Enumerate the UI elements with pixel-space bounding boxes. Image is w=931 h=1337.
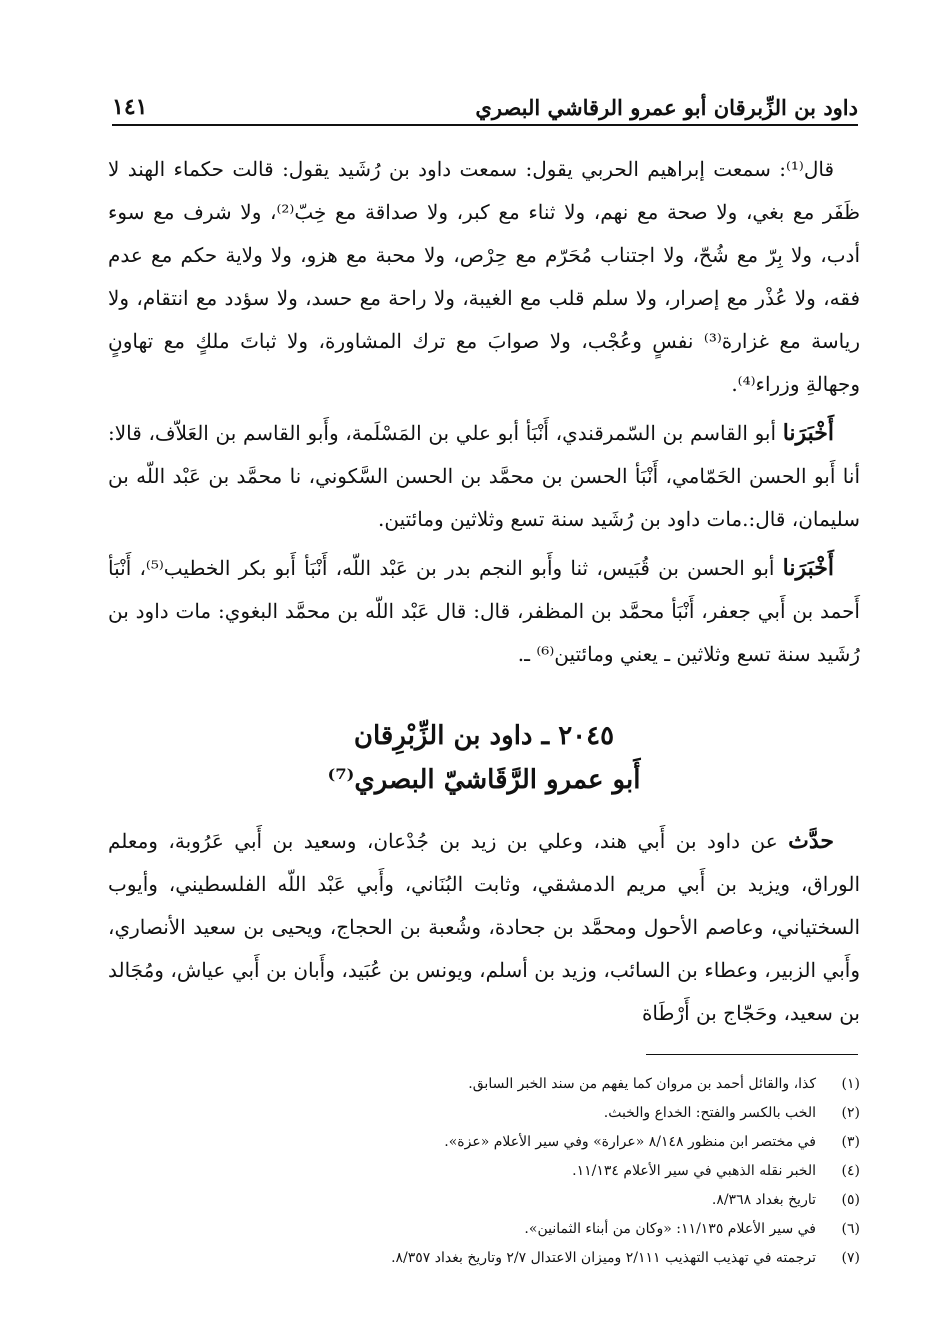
page-header <box>112 86 858 126</box>
paragraph-text: قال⁽¹⁾: سمعت إبراهيم الحربي يقول: سمعت داود بن رُشَيد يقول: قالت حكماء الهند لا ظَفَر مع بغي، ولا صحة مع نهم، ولا ثناء مع كبر، ولا صداقة مع خِبّ⁽²⁾، ولا شرف مع سوء أدب، ولا بِرّ مع شُحّ، ولا اجتناب مُحَرّم مع حِرْص، ولا محبة مع هزو، ولا ولاية حكم مع عدم فقه، ولا عُذْر مع إصرار، ولا سلم قلب مع الغيبة، ولا راحة مع حسد، ولا سؤدد مع انتقام، ولا رياسة مع غزارة⁽³⁾ نفسٍ وعُجْب، ولا صوابَ مع ترك المشاورة، ولا ثباتَ ملكٍ مع تهاونٍ وجهالةِ وزراء⁽⁴⁾. <box>108 157 861 396</box>
footnote-number: (٦) <box>841 1221 860 1237</box>
footnote-number: (٧) <box>841 1250 860 1266</box>
footnote <box>120 1215 860 1244</box>
footnote-number: (٤) <box>841 1163 860 1179</box>
footnote-text: تاريخ بغداد ٨/٣٦٨. <box>711 1192 816 1208</box>
paragraph-text: أبو القاسم بن السّمرقندي، أَنْبَأ أبو علي بن المَسْلَمة، وأَبو القاسم بن العَلاّف، قالا: أنا أَبو الحسن الحَمّامي، أَنْبَأ الحسن بن محمَّد بن الحسن السَّكوني، نا محمَّد بن عَبْد اللّه بن سليمان، قال:.مات داود بن رُشَيد سنة تسع وثلاثين ومائتين. <box>108 421 860 531</box>
footnote-text: في سير الأعلام ١١/١٣٥: «وكان من أبناء الثمانين». <box>524 1221 816 1237</box>
paragraph-lead: أَخْبَرَنا <box>782 555 834 581</box>
footnotes <box>120 1070 860 1273</box>
footnote-number: (٥) <box>841 1192 860 1208</box>
footnote-number: (٣) <box>841 1134 860 1150</box>
entry-heading-line1: ٢٠٤٥ ـ داود بن الزِّبْرِقان <box>353 721 615 751</box>
footnote-text: في مختصر ابن منظور ٨/١٤٨ «عرارة» وفي سير الأعلام «عزة». <box>444 1134 816 1150</box>
running-title: داود بن الزِّبرقان أبو عمرو الرقاشي البصري <box>475 95 858 120</box>
entry-lead: حدَّث <box>788 828 835 854</box>
footnote-text: الخب بالكسر والفتح: الخداع والخبث. <box>603 1105 816 1121</box>
entry-heading <box>108 714 860 802</box>
footnote <box>120 1128 860 1157</box>
footnote-divider <box>646 1054 858 1055</box>
paragraph-isnad-2 <box>108 547 860 676</box>
footnote-number: (٢) <box>841 1105 860 1121</box>
main-text <box>108 148 860 1041</box>
footnote-text: كذا، والقائل أحمد بن مروان كما يفهم من سند الخبر السابق. <box>468 1076 816 1092</box>
footnote <box>120 1186 860 1215</box>
footnote-number: (١) <box>841 1076 860 1092</box>
footnote <box>120 1070 860 1099</box>
footnote <box>120 1157 860 1186</box>
entry-heading-line2: أَبو عمرو الرَّقَاشيّ البصري⁽⁷⁾ <box>327 765 641 795</box>
footnote <box>120 1244 860 1273</box>
footnote-text: ترجمته في تهذيب التهذيب ٢/١١١ وميزان الاعتدال ٢/٧ وتاريخ بغداد ٨/٣٥٧. <box>391 1250 816 1266</box>
paragraph-text: أبو الحسن بن قُبَيس، ثنا وأَبو النجم بدر بن عَبْد اللّه، أَنْبَأ أَبو بكر الخطيب⁽⁵⁾، أَنْبَأ أَحمد بن أَبي جعفر، أَنْبَأ محمَّد بن المظفر، قال: قال عَبْد اللّه بن محمَّد البغوي: مات داود بن رُشَيد سنة تسع وثلاثين ـ يعني ومائتين⁽⁶⁾ ـ. <box>108 556 860 666</box>
entry-paragraph <box>108 820 860 1035</box>
entry-text: عن داود بن أَبي هند، وعلي بن زيد بن جُدْعان، وسعيد بن أَبي عَرُوبة، ومعلم الوراق، ويزيد بن أَبي مريم الدمشقي، وثابت البُنَاني، وأَبي عَبْد اللّه الفلسطيني، وأيوب السختياني، وعاصم الأحول ومحمَّد بن جحادة، وشُعبة بن الحجاج، ويحيى بن سعيد الأنصاري، وأَبي الزبير، وعطاء بن السائب، وزيد بن أسلم، ويونس بن عُبَيد، وأَبان بن أَبي عياش، ومُجَالد بن سعيد، وحَجّاج بن أَرْطَاة <box>108 829 860 1025</box>
paragraph-hukama <box>108 148 860 406</box>
paragraph-isnad-1 <box>108 412 860 541</box>
footnote-text: الخبر نقله الذهبي في سير الأعلام ١١/١٣٤. <box>572 1163 816 1179</box>
page-number: ١٤١ <box>112 94 148 120</box>
paragraph-lead: أَخْبَرَنا <box>782 420 835 446</box>
footnote <box>120 1099 860 1128</box>
